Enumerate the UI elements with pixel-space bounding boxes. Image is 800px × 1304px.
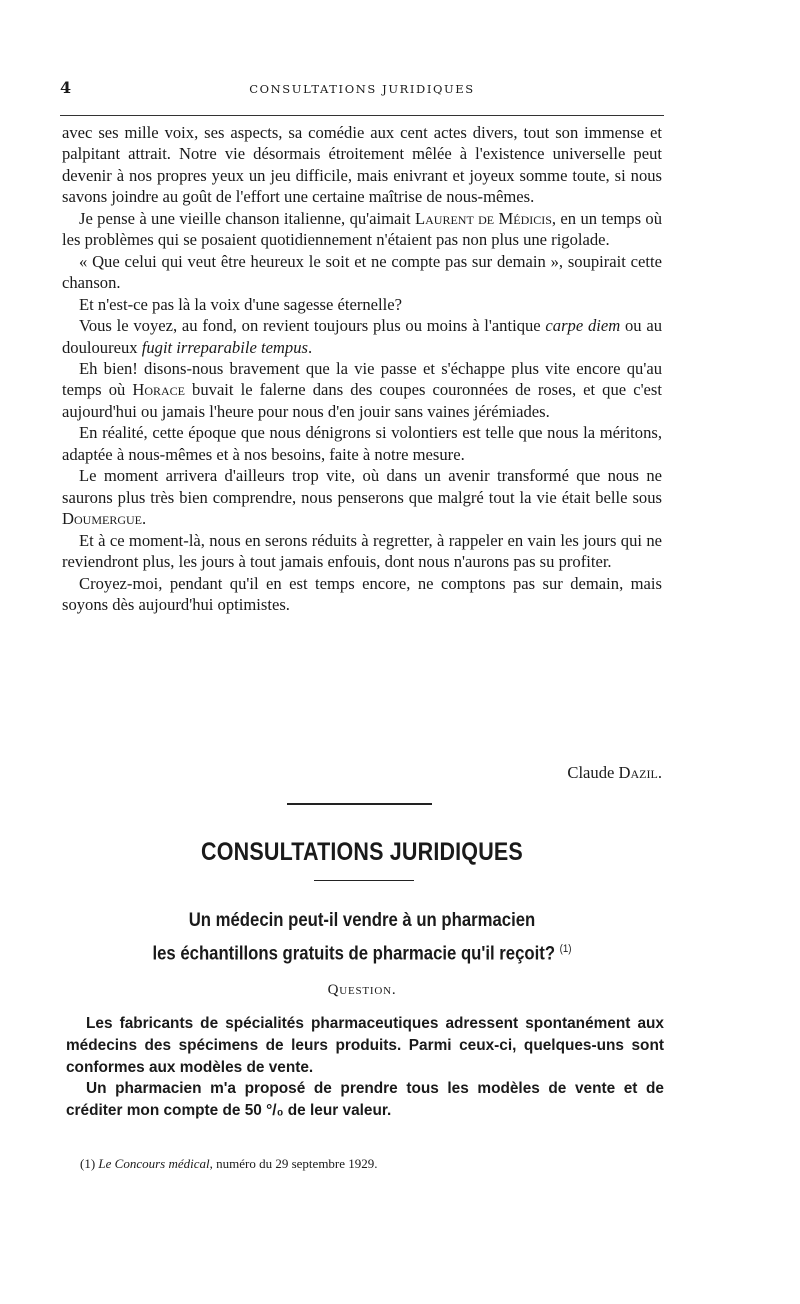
paragraph: avec ses mille voix, ses aspects, sa comédie aux cent actes divers, tout son immense et palpitant attrait. Notre vie désormais étroitement mêlée à l'existence universelle peut devenir à nos propres yeux un jeu difficile, mais enivrant et joyeux somme toute, si nous savons joindre au goût de l'effort une certaine maîtrise de nous-mêmes. bbox=[62, 123, 662, 207]
footnote-text: , numéro du 29 septembre 1929. bbox=[209, 1156, 378, 1171]
paragraph: Croyez-moi, pendant qu'il en est temps encore, ne comptons pas sur demain, mais soyons dès aujourd'hui optimistes. bbox=[62, 573, 662, 614]
latin-phrase: carpe diem bbox=[545, 316, 621, 336]
paragraph bbox=[62, 208, 662, 251]
text-run: . bbox=[307, 337, 313, 357]
paragraph bbox=[62, 465, 662, 529]
paragraph: Un pharmacien m'a proposé de prendre tous les modèles de vente et de créditer mon compte de 50 °/₀ de leur valeur. bbox=[66, 1080, 664, 1120]
text-run: . bbox=[141, 509, 147, 529]
text-run: Eh bien! disons-nous bravement que la vie passe et s'échappe plus vite encore qu'au temps où bbox=[62, 358, 662, 400]
article-title-line: Un médecin peut-il vendre à un pharmacien bbox=[188, 910, 536, 931]
section-separator-rule bbox=[287, 803, 432, 805]
footnote-marker: (1) bbox=[80, 1156, 99, 1171]
text-run: Je pense à une vieille chanson italienne, qu'aimait bbox=[79, 208, 415, 228]
article-body bbox=[62, 122, 662, 615]
text-run: buvait le falerne dans des coupes couronnées de roses, et que c'est aujourd'hui ou jamais l'heure pour nous d'en jouir sans vaines jérémiades. bbox=[62, 380, 662, 421]
page-number: 4 bbox=[60, 78, 72, 97]
paragraph: Et à ce moment-là, nous en serons réduits à regretter, à rappeler en vain les jours qui ne reviendront plus, les jours à tout jamais enfouis, dont nous n'aurons pas su profiter. bbox=[62, 530, 662, 572]
article-title bbox=[96, 907, 628, 968]
paragraph: Et n'est-ce pas là la voix d'une sagesse éternelle? bbox=[79, 294, 402, 314]
question-label: Question. bbox=[327, 982, 397, 998]
section-title: CONSULTATIONS JURIDIQUES bbox=[201, 838, 523, 866]
author-signature bbox=[400, 763, 662, 783]
article-title-line bbox=[96, 935, 628, 968]
article-title-text: les échantillons gratuits de pharmacie qu'il reçoit? bbox=[152, 943, 556, 965]
paragraph bbox=[62, 315, 662, 358]
footnote-source: Le Concours médical bbox=[98, 1156, 210, 1171]
footnote bbox=[80, 1156, 640, 1172]
question-text bbox=[66, 1013, 664, 1122]
header-rule bbox=[60, 115, 664, 116]
text-run: Vous le voyez, au fond, on revient toujours plus ou moins à l'antique bbox=[79, 316, 546, 336]
paragraph: « Que celui qui veut être heureux le soit et ne compte pas sur demain », soupirait cette chanson. bbox=[62, 251, 662, 293]
text-run: Le moment arrivera d'ailleurs trop vite, où dans un avenir transformé que nous ne saurons plus très bien comprendre, nous penserons que malgré tout la vie était belle sous bbox=[62, 466, 662, 507]
paragraph bbox=[62, 358, 662, 422]
running-head bbox=[60, 78, 664, 100]
person-name: Laurent de Médicis bbox=[414, 208, 552, 228]
signature-last-name: Dazil. bbox=[618, 763, 662, 782]
running-title: CONSULTATIONS JURIDIQUES bbox=[249, 82, 475, 96]
person-name: Horace bbox=[132, 380, 185, 400]
paragraph: Les fabricants de spécialités pharmaceutiques adressent spontanément aux médecins des spécimens de leurs produits. Parmi ceux-ci, quelques-uns sont conformes aux modèles de vente. bbox=[66, 1015, 664, 1076]
text-run: , en un temps où les problèmes qui se posaient quotidiennement n'étaient pas non plus une rigolade. bbox=[62, 208, 662, 250]
person-name: Doumergue bbox=[62, 509, 142, 529]
title-underline-rule bbox=[314, 880, 414, 881]
paragraph: En réalité, cette époque que nous dénigrons si volontiers est telle que nous la méritons, adaptée à nous-mêmes et à nos besoins, faite à notre mesure. bbox=[62, 423, 662, 464]
footnote-reference: (1) bbox=[559, 943, 572, 955]
latin-phrase: fugit irreparabile tempus bbox=[141, 337, 308, 357]
text-run: ou au douloureux bbox=[62, 316, 662, 357]
signature-first-name: Claude bbox=[567, 763, 619, 782]
